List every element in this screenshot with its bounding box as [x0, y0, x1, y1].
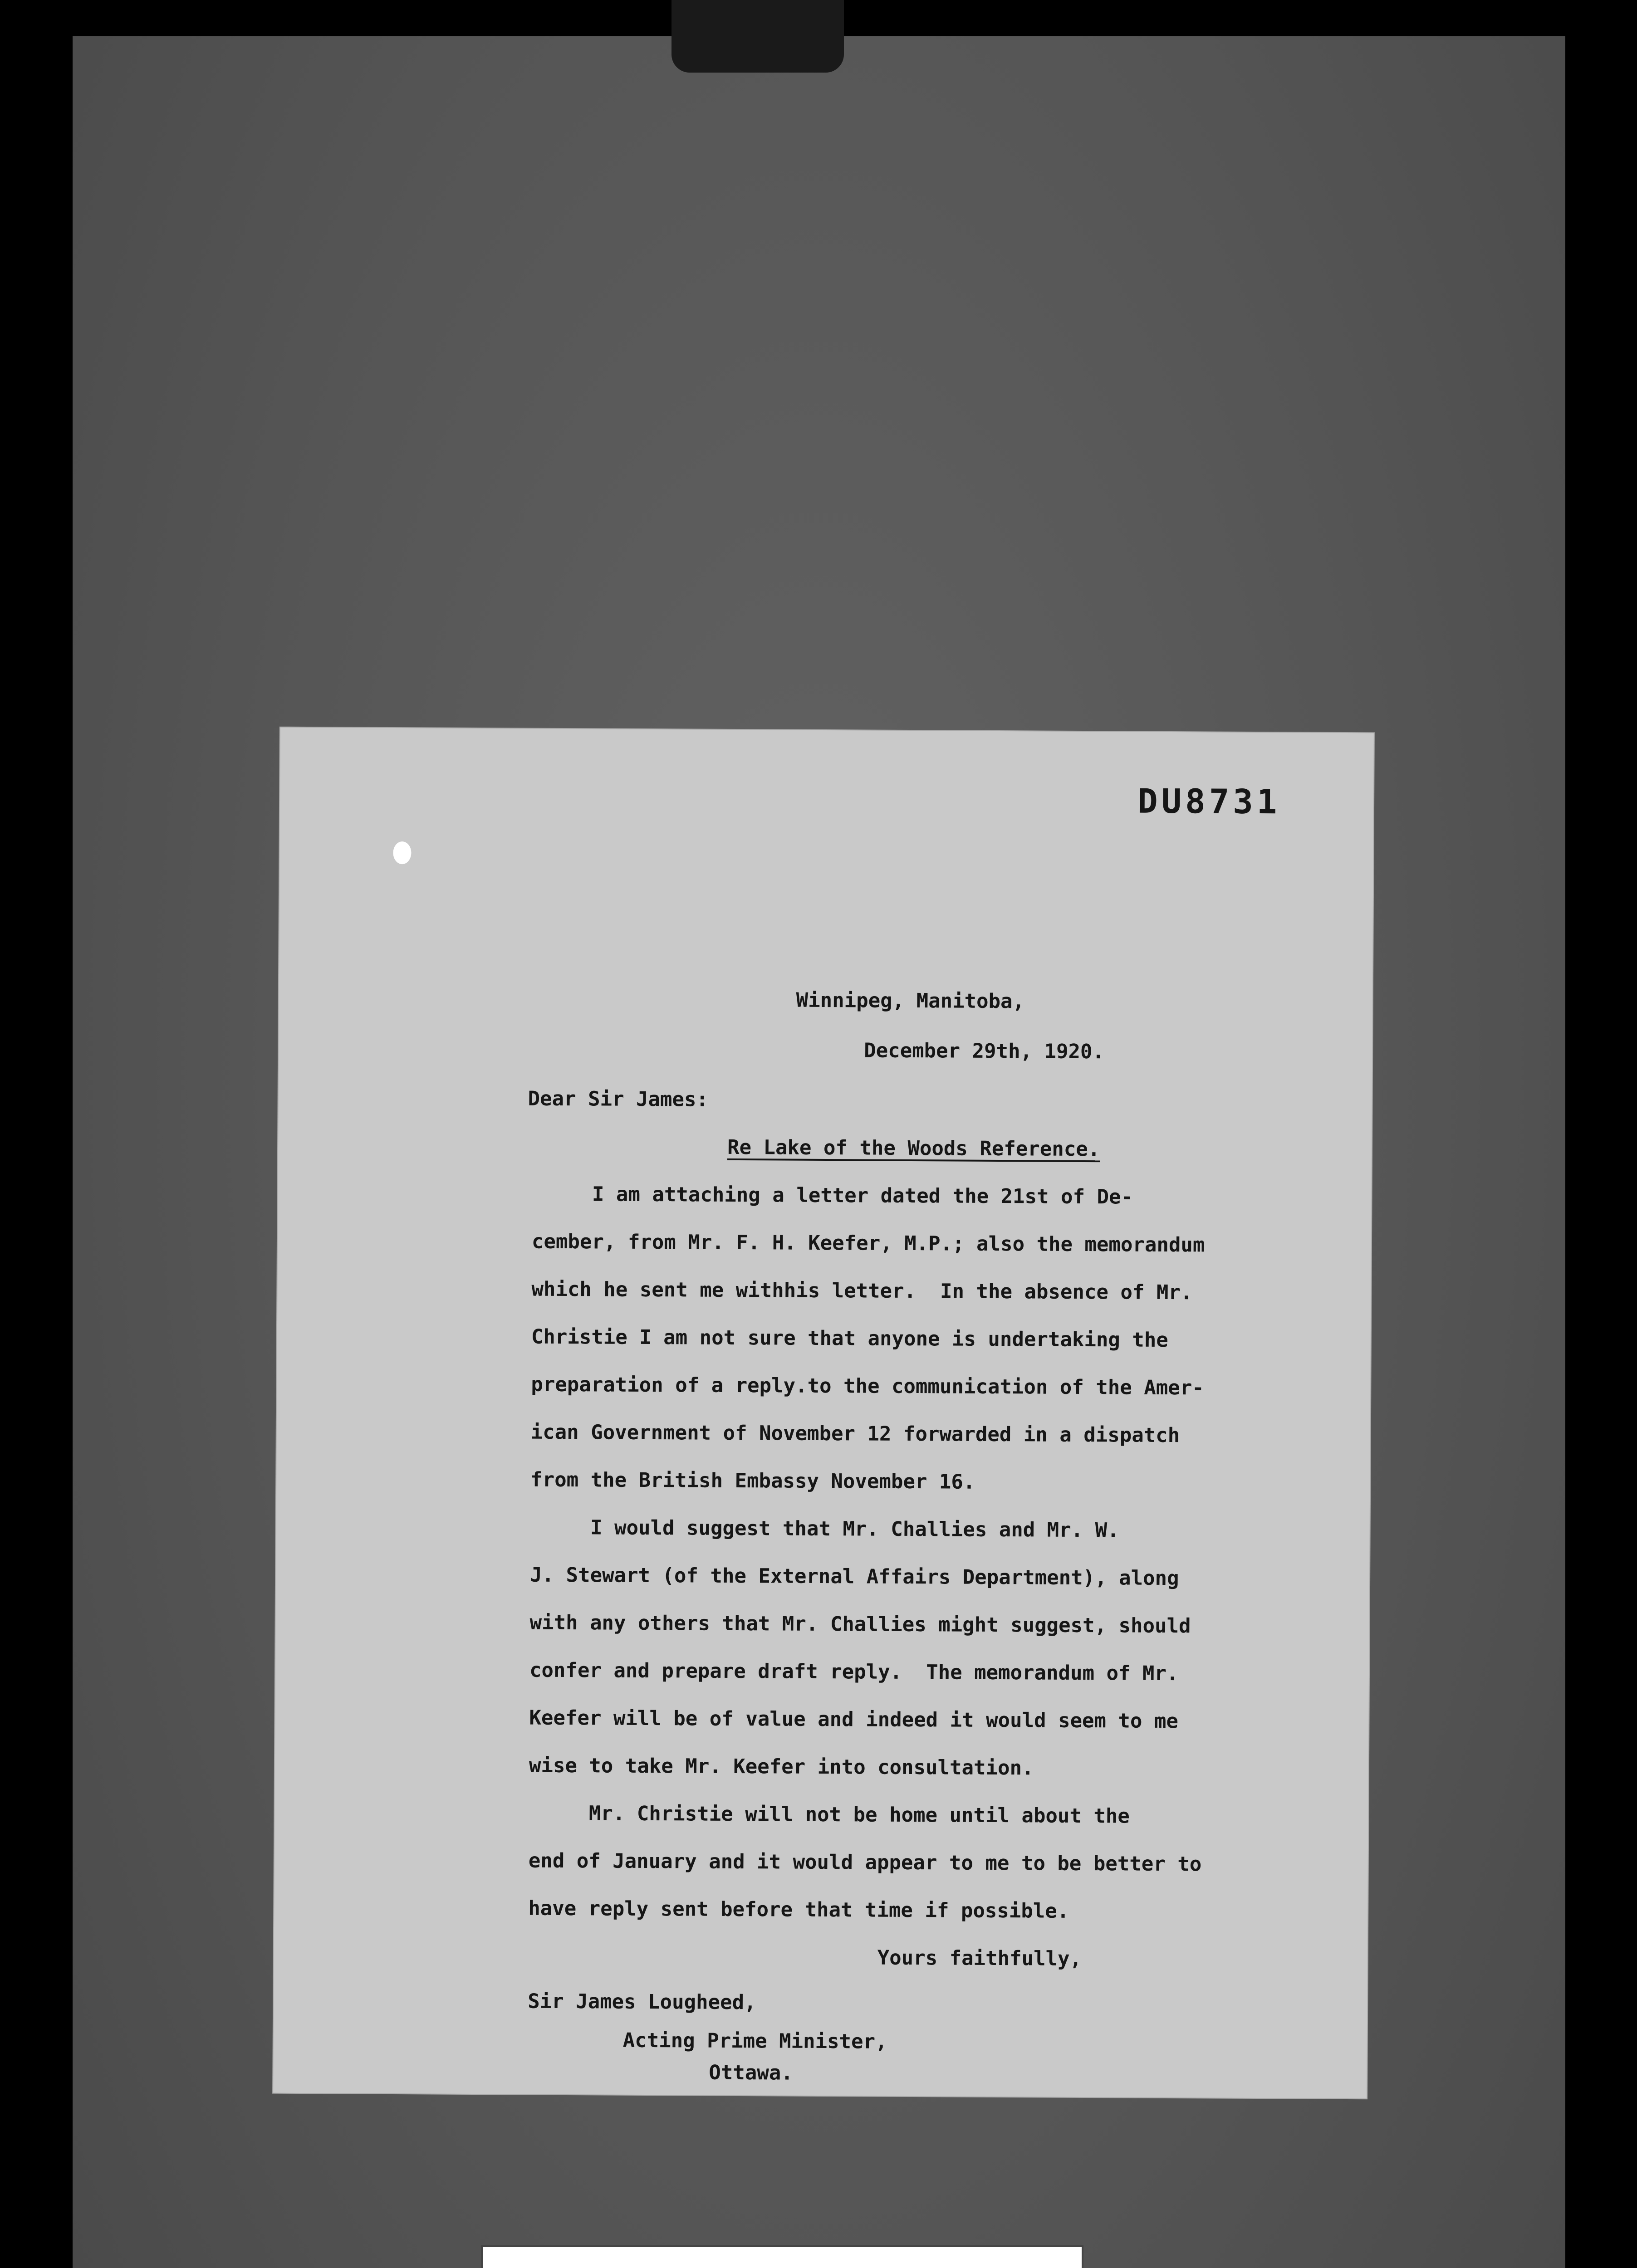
body-line: which he sent me withhis letter. In the absence of Mr.: [531, 1277, 1193, 1305]
body-line: with any others that Mr. Challies might suggest, should: [529, 1611, 1191, 1638]
body-line: have reply sent before that time if possible.: [528, 1897, 1069, 1923]
addressee-name: Sir James Lougheed,: [528, 1989, 756, 2014]
body-line: J. Stewart (of the External Affairs Department), along: [529, 1563, 1179, 1590]
letter-subject: Re Lake of the Woods Reference.: [727, 1135, 1100, 1161]
body-line: I would suggest that Mr. Challies and Mr. W.: [530, 1515, 1119, 1542]
body-line: Christie I am not sure that anyone is undertaking the: [531, 1325, 1168, 1352]
body-line: Keefer will be of value and indeed it would seem to me: [529, 1706, 1179, 1733]
addressee-title: Acting Prime Minister,: [622, 2028, 887, 2053]
body-line: end of January and it would appear to me to be better to: [528, 1849, 1202, 1876]
series-strip: [481, 2245, 1083, 2268]
body-line: preparation of a reply.to the communication of the Amer-: [531, 1373, 1204, 1400]
body-line: I am attaching a letter dated the 21st of De-: [532, 1182, 1133, 1209]
letter-place: Winnipeg, Manitoba,: [796, 988, 1025, 1013]
addressee-city: Ottawa.: [709, 2061, 793, 2085]
punch-hole: [393, 841, 411, 864]
document-number: DU8731: [1137, 782, 1281, 822]
letter-salutation: Dear Sir James:: [528, 1087, 709, 1111]
body-line: confer and prepare draft reply. The memorandum of Mr.: [529, 1658, 1179, 1686]
letter-closing: Yours faithfully,: [877, 1946, 1082, 1970]
body-line: ican Government of November 12 forwarded in a dispatch: [530, 1420, 1180, 1447]
letter-sheet: [273, 728, 1374, 2099]
body-line: from the British Embassy November 16.: [530, 1468, 975, 1494]
body-line: wise to take Mr. Keefer into consultation.: [529, 1754, 1034, 1780]
body-line: Mr. Christie will not be home until about the: [529, 1801, 1130, 1828]
letter-date: December 29th, 1920.: [864, 1039, 1105, 1064]
body-line: cember, from Mr. F. H. Keefer, M.P.; also the memorandum: [531, 1230, 1205, 1257]
board-top-tab: [671, 0, 844, 73]
